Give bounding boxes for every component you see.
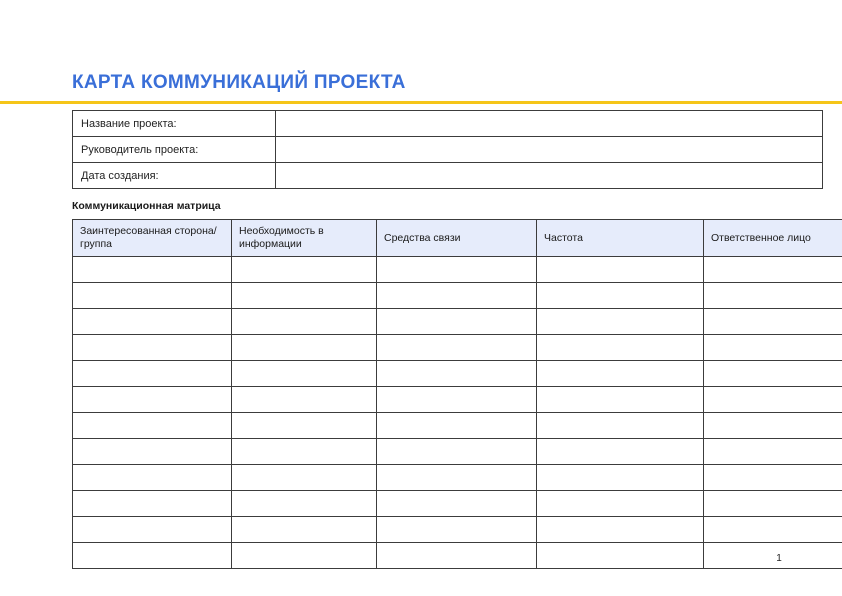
cell-stakeholder[interactable] [73, 361, 232, 387]
table-row [73, 439, 842, 465]
cell-communication-means[interactable] [377, 335, 537, 361]
cell-stakeholder[interactable] [73, 517, 232, 543]
table-row [73, 111, 823, 137]
table-row [73, 387, 842, 413]
cell-communication-means[interactable] [377, 543, 537, 569]
project-info-table [72, 110, 823, 189]
cell-stakeholder[interactable] [73, 491, 232, 517]
cell-frequency[interactable] [537, 361, 704, 387]
column-header-information-need: Необходимость в информации [232, 220, 377, 257]
cell-communication-means[interactable] [377, 361, 537, 387]
cell-responsible-person[interactable] [704, 257, 842, 283]
cell-communication-means[interactable] [377, 257, 537, 283]
cell-responsible-person[interactable] [704, 517, 842, 543]
column-header-communication-means: Средства связи [377, 220, 537, 257]
cell-stakeholder[interactable] [73, 543, 232, 569]
cell-information-need[interactable] [232, 543, 377, 569]
cell-information-need[interactable] [232, 413, 377, 439]
cell-stakeholder[interactable] [73, 439, 232, 465]
cell-information-need[interactable] [232, 361, 377, 387]
table-row [73, 517, 842, 543]
cell-information-need[interactable] [232, 491, 377, 517]
page-title: КАРТА КОММУНИКАЦИЙ ПРОЕКТА [72, 72, 406, 93]
cell-stakeholder[interactable] [73, 335, 232, 361]
cell-communication-means[interactable] [377, 465, 537, 491]
table-row [73, 543, 842, 569]
cell-information-need[interactable] [232, 387, 377, 413]
info-label-project-manager: Руководитель проекта: [73, 137, 276, 163]
cell-stakeholder[interactable] [73, 387, 232, 413]
matrix-section-title: Коммуникационная матрица [72, 200, 221, 212]
info-value-creation-date[interactable] [276, 163, 823, 189]
cell-information-need[interactable] [232, 283, 377, 309]
cell-responsible-person[interactable] [704, 439, 842, 465]
cell-stakeholder[interactable] [73, 309, 232, 335]
cell-frequency[interactable] [537, 283, 704, 309]
info-value-project-manager[interactable] [276, 137, 823, 163]
cell-frequency[interactable] [537, 257, 704, 283]
cell-frequency[interactable] [537, 387, 704, 413]
column-header-responsible-person: Ответственное лицо [704, 220, 842, 257]
table-row [73, 137, 823, 163]
title-divider [0, 101, 842, 104]
cell-information-need[interactable] [232, 517, 377, 543]
table-row [73, 335, 842, 361]
cell-frequency[interactable] [537, 543, 704, 569]
cell-frequency[interactable] [537, 439, 704, 465]
cell-communication-means[interactable] [377, 309, 537, 335]
cell-responsible-person[interactable] [704, 309, 842, 335]
table-row [73, 309, 842, 335]
cell-responsible-person[interactable] [704, 491, 842, 517]
cell-responsible-person[interactable] [704, 387, 842, 413]
cell-communication-means[interactable] [377, 517, 537, 543]
cell-stakeholder[interactable] [73, 413, 232, 439]
cell-stakeholder[interactable] [73, 465, 232, 491]
cell-responsible-person[interactable] [704, 283, 842, 309]
cell-frequency[interactable] [537, 413, 704, 439]
cell-communication-means[interactable] [377, 439, 537, 465]
table-header-row [73, 220, 842, 257]
cell-communication-means[interactable] [377, 413, 537, 439]
cell-frequency[interactable] [537, 465, 704, 491]
cell-responsible-person[interactable] [704, 335, 842, 361]
table-row [73, 283, 842, 309]
cell-information-need[interactable] [232, 257, 377, 283]
cell-responsible-person[interactable] [704, 465, 842, 491]
info-value-project-name[interactable] [276, 111, 823, 137]
cell-frequency[interactable] [537, 491, 704, 517]
table-row [73, 361, 842, 387]
cell-information-need[interactable] [232, 439, 377, 465]
cell-communication-means[interactable] [377, 283, 537, 309]
cell-information-need[interactable] [232, 335, 377, 361]
cell-stakeholder[interactable] [73, 283, 232, 309]
table-row [73, 465, 842, 491]
cell-communication-means[interactable] [377, 491, 537, 517]
cell-stakeholder[interactable] [73, 257, 232, 283]
table-row [73, 257, 842, 283]
table-row [73, 163, 823, 189]
cell-information-need[interactable] [232, 465, 377, 491]
table-row [73, 491, 842, 517]
cell-frequency[interactable] [537, 517, 704, 543]
column-header-frequency: Частота [537, 220, 704, 257]
cell-frequency[interactable] [537, 335, 704, 361]
table-row [73, 413, 842, 439]
cell-frequency[interactable] [537, 309, 704, 335]
cell-information-need[interactable] [232, 309, 377, 335]
communication-matrix-table [72, 219, 842, 569]
cell-communication-means[interactable] [377, 387, 537, 413]
cell-responsible-person[interactable] [704, 361, 842, 387]
info-label-project-name: Название проекта: [73, 111, 276, 137]
column-header-stakeholder: Заинтересованная сторона/группа [73, 220, 232, 257]
page-number: 1 [776, 553, 782, 564]
info-label-creation-date: Дата создания: [73, 163, 276, 189]
cell-responsible-person[interactable] [704, 413, 842, 439]
